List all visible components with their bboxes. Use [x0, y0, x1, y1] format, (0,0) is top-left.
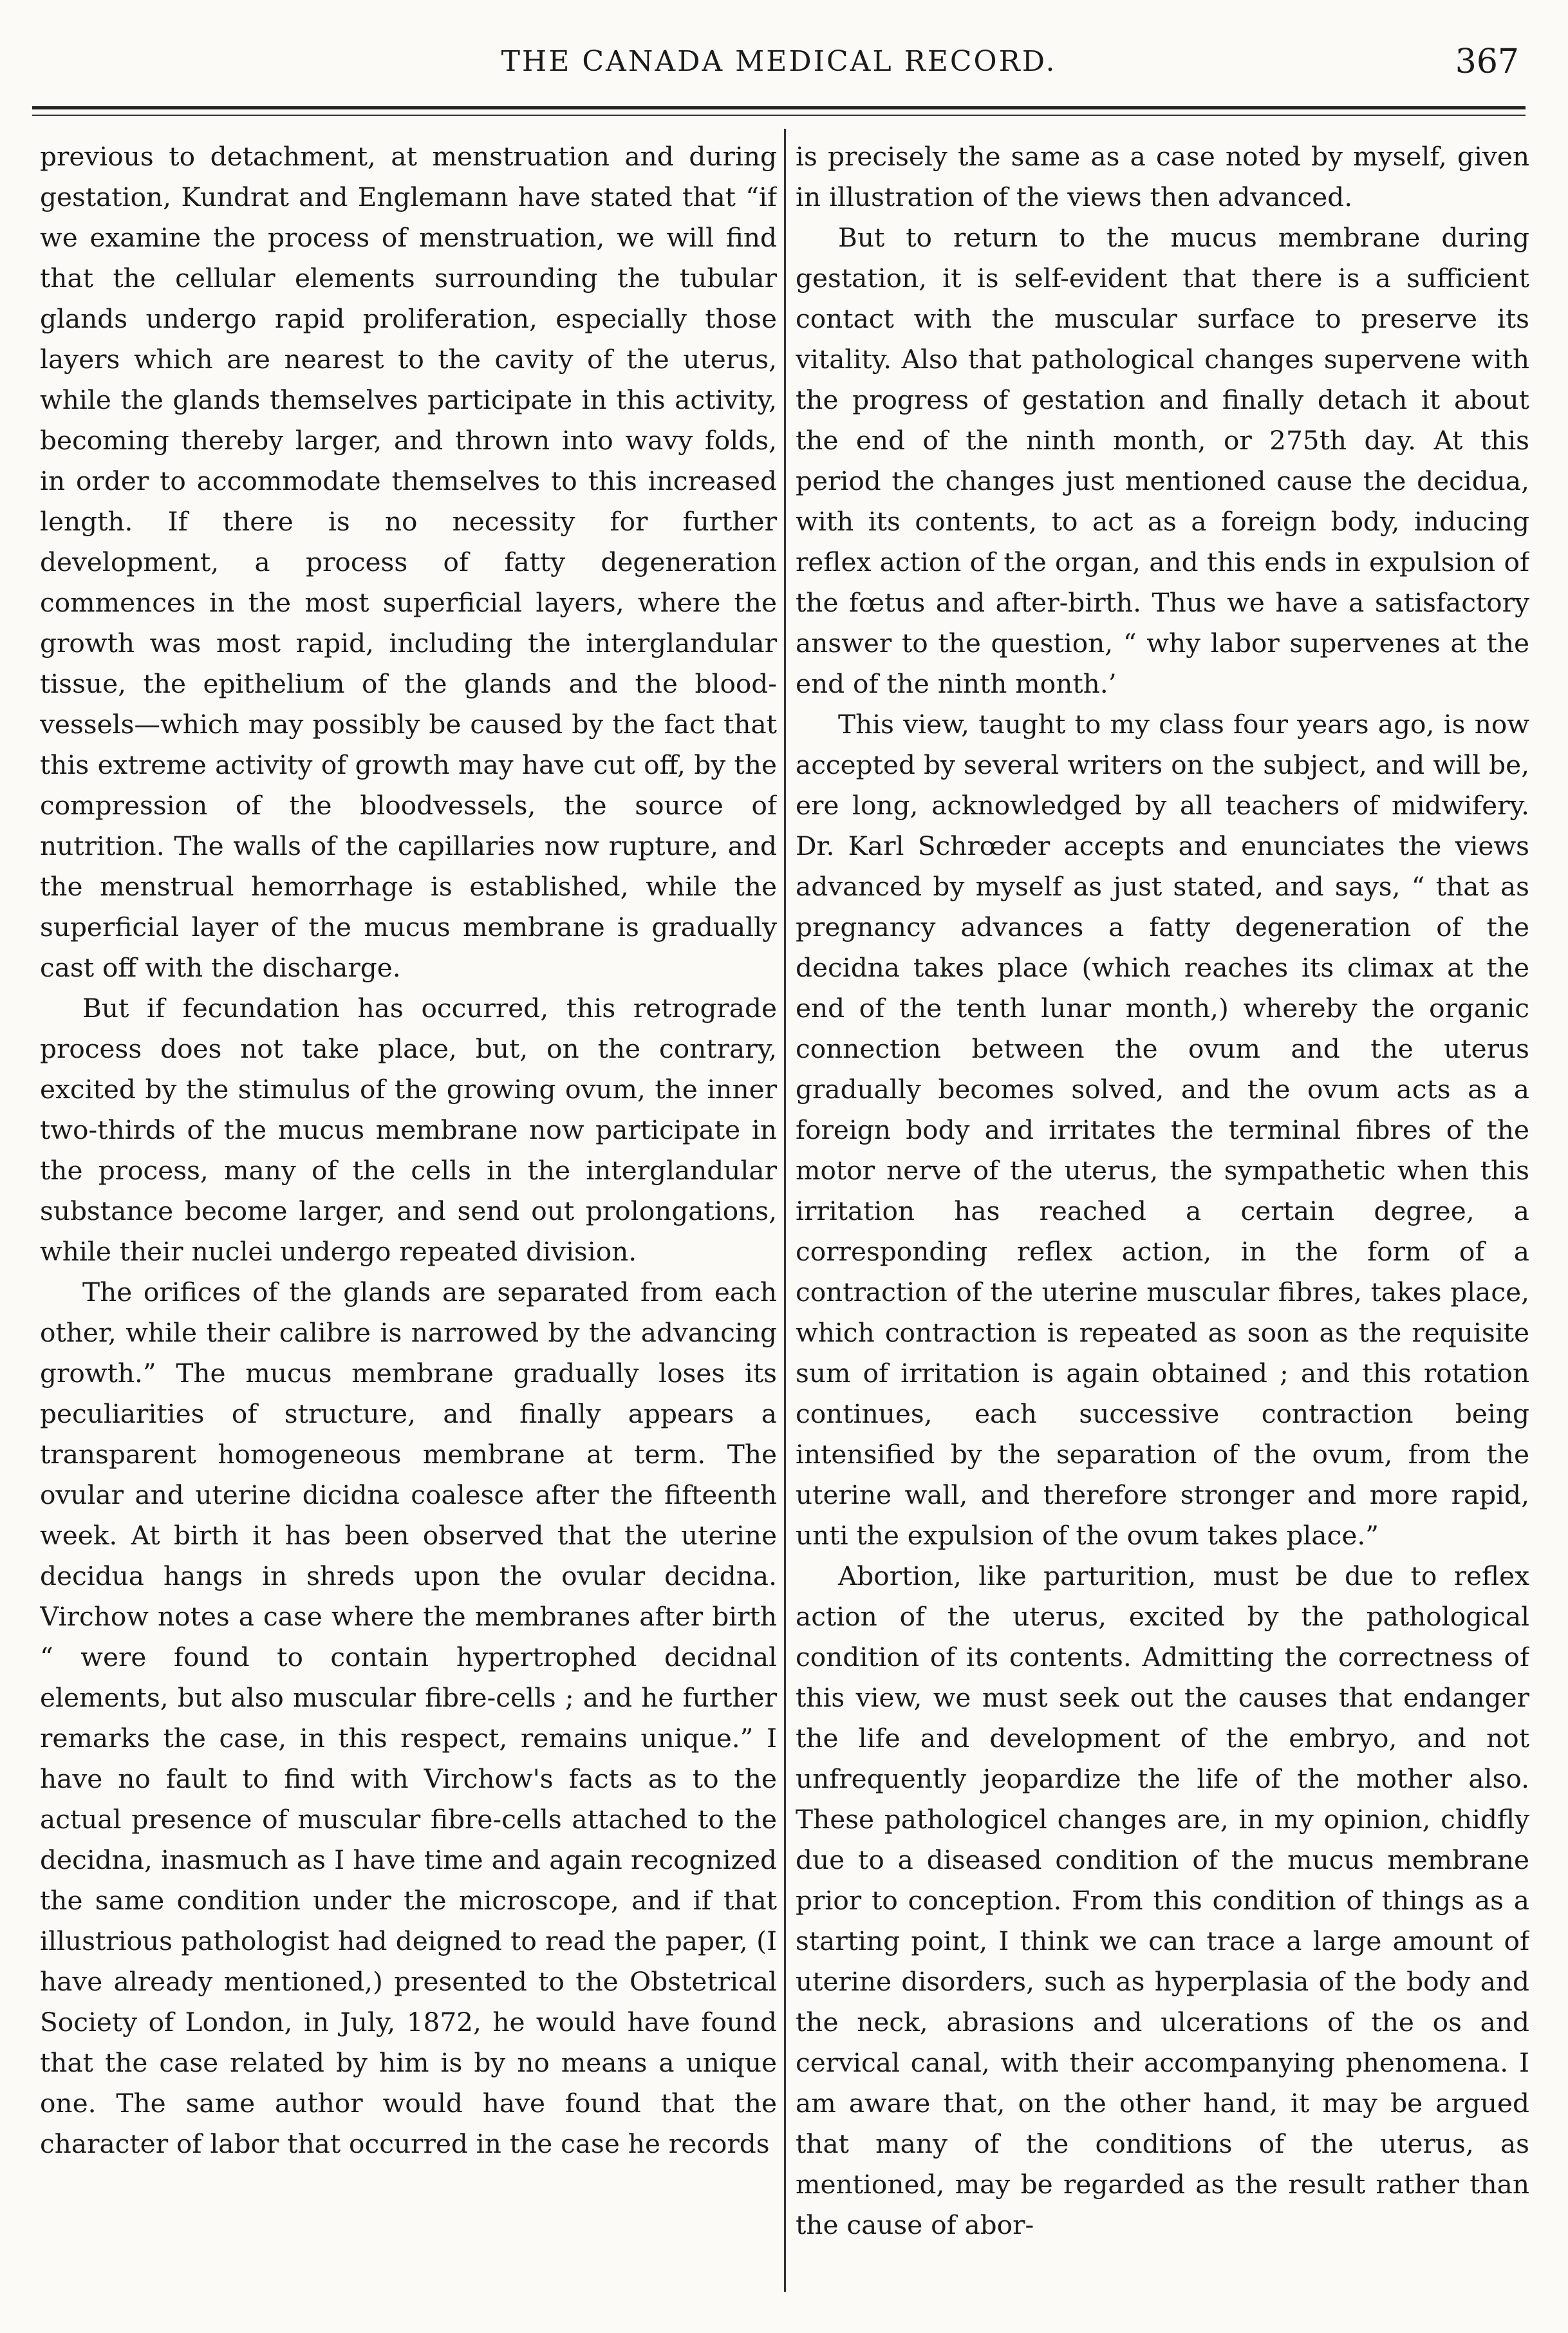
right-column: [796, 136, 1529, 2300]
paragraph: is precisely the same as a case noted by myself, given in illustration of the views then advanced.: [796, 141, 1529, 212]
paragraph: Abortion, like parturition, must be due to reflex action of the uterus, excited by the pathological condition of its contents. Admitting the correctness of this view, we must seek out the causes that endanger the life and development of the embryo, and not unfrequently jeopardize the life of the mother also. These pathologicel changes are, in my opinion, chidfly due to a diseased condition of the mucus membrane prior to conception. From this condition of things as a starting point, I think we can trace a large amount of uterine disorders, such as hyperplasia of the body and the neck, abrasions and ulcerations of the os and cervical canal, with their accompanying phenomena. I am aware that, on the other hand, it may be argued that many of the conditions of the uterus, as mentioned, may be regarded as the result rather than the cause of abor-: [796, 1560, 1529, 2240]
paragraph: But to return to the mucus membrane during gestation, it is self-evident that there is a sufficient contact with the muscular surface to preserve its vitality. Also that pathological changes supervene with the progress of gestation and finally detach it about the end of the ninth month, or 275th day. At this period the changes just mentioned cause the decidua, with its contents, to act as a foreign body, inducing reflex action of the organ, and this ends in expulsion of the fœtus and after-birth. Thus we have a satisfactory answer to the question, “ why labor supervenes at the end of the ninth month.’: [796, 222, 1529, 699]
journal-title: THE CANADA MEDICAL RECORD.: [501, 45, 1057, 78]
header-rule: [32, 106, 1526, 109]
page-header: [39, 26, 1519, 116]
column-divider: [784, 129, 786, 2292]
paragraph: This view, taught to my class four years ago, is now accepted by several writers on the subject, and will be, ere long, acknowledged by all teachers of midwifery. Dr. Karl Schrœder accepts and enunciates the views advanced by myself as just stated, and says, “ that as pregnancy advances a fatty degeneration of the decidna takes place (which reaches its climax at the end of the tenth lunar month,) whereby the organic connection between the ovum and the uterus gradually becomes solved, and the ovum acts as a foreign body and irritates the terminal fibres of the motor nerve of the uterus, the sympathetic when this irritation has reached a certain degree, a corresponding reflex action, in the form of a contraction of the uterine muscular fibres, takes place, which contraction is repeated as soon as the requisite sum of irritation is again obtained ; and this rotation continues, each successive contraction being intensified by the separation of the ovum, from the uterine wall, and therefore stronger and more rapid, unti the expulsion of the ovum takes place.”: [796, 709, 1529, 1551]
header-rule-thin: [32, 115, 1526, 116]
page-number: 367: [1455, 42, 1519, 81]
left-column: [40, 136, 777, 2300]
paragraph: previous to detachment, at menstruation and during gestation, Kundrat and Englemann have stated that “if we examine the process of menstruation, we will find that the cellular elements surrounding the tubular glands undergo rapid proliferation, especially those layers which are nearest to the cavity of the uterus, while the glands themselves participate in this activity, becoming thereby larger, and thrown into wavy folds, in order to accommodate themselves to this increased length. If there is no necessity for further development, a process of fatty degeneration commences in the most superficial layers, where the growth was most rapid, including the interglandular tissue, the epithelium of the glands and the blood-vessels—which may possibly be caused by the fact that this extreme activity of growth may have cut off, by the compression of the bloodvessels, the source of nutrition. The walls of the capillaries now rupture, and the menstrual hemorrhage is established, while the superficial layer of the mucus membrane is gradually cast off with the discharge.: [40, 141, 777, 983]
paragraph: But if fecundation has occurred, this retrograde process does not take place, but, on the contrary, excited by the stimulus of the growing ovum, the inner two-thirds of the mucus membrane now participate in the process, many of the cells in the interglandular substance become larger, and send out prolongations, while their nuclei undergo repeated division.: [40, 993, 777, 1267]
paragraph: The orifices of the glands are separated from each other, while their calibre is narrowed by the advancing growth.” The mucus membrane gradually loses its peculiarities of structure, and finally appears a transparent homogeneous membrane at term. The ovular and uterine dicidna coalesce after the fifteenth week. At birth it has been observed that the uterine decidua hangs in shreds upon the ovular decidna. Virchow notes a case where the membranes after birth “ were found to contain hypertrophed decidnal elements, but also muscular fibre-cells ; and he further remarks the case, in this respect, remains unique.” I have no fault to find with Virchow's facts as to the actual presence of muscular fibre-cells attached to the decidna, inasmuch as I have time and again recognized the same condition under the microscope, and if that illustrious pathologist had deigned to read the paper, (I have already mentioned,) presented to the Obstetrical Society of London, in July, 1872, he would have found that the case related by him is by no means a unique one. The same author would have found that the character of labor that occurred in the case he records: [40, 1277, 777, 2159]
